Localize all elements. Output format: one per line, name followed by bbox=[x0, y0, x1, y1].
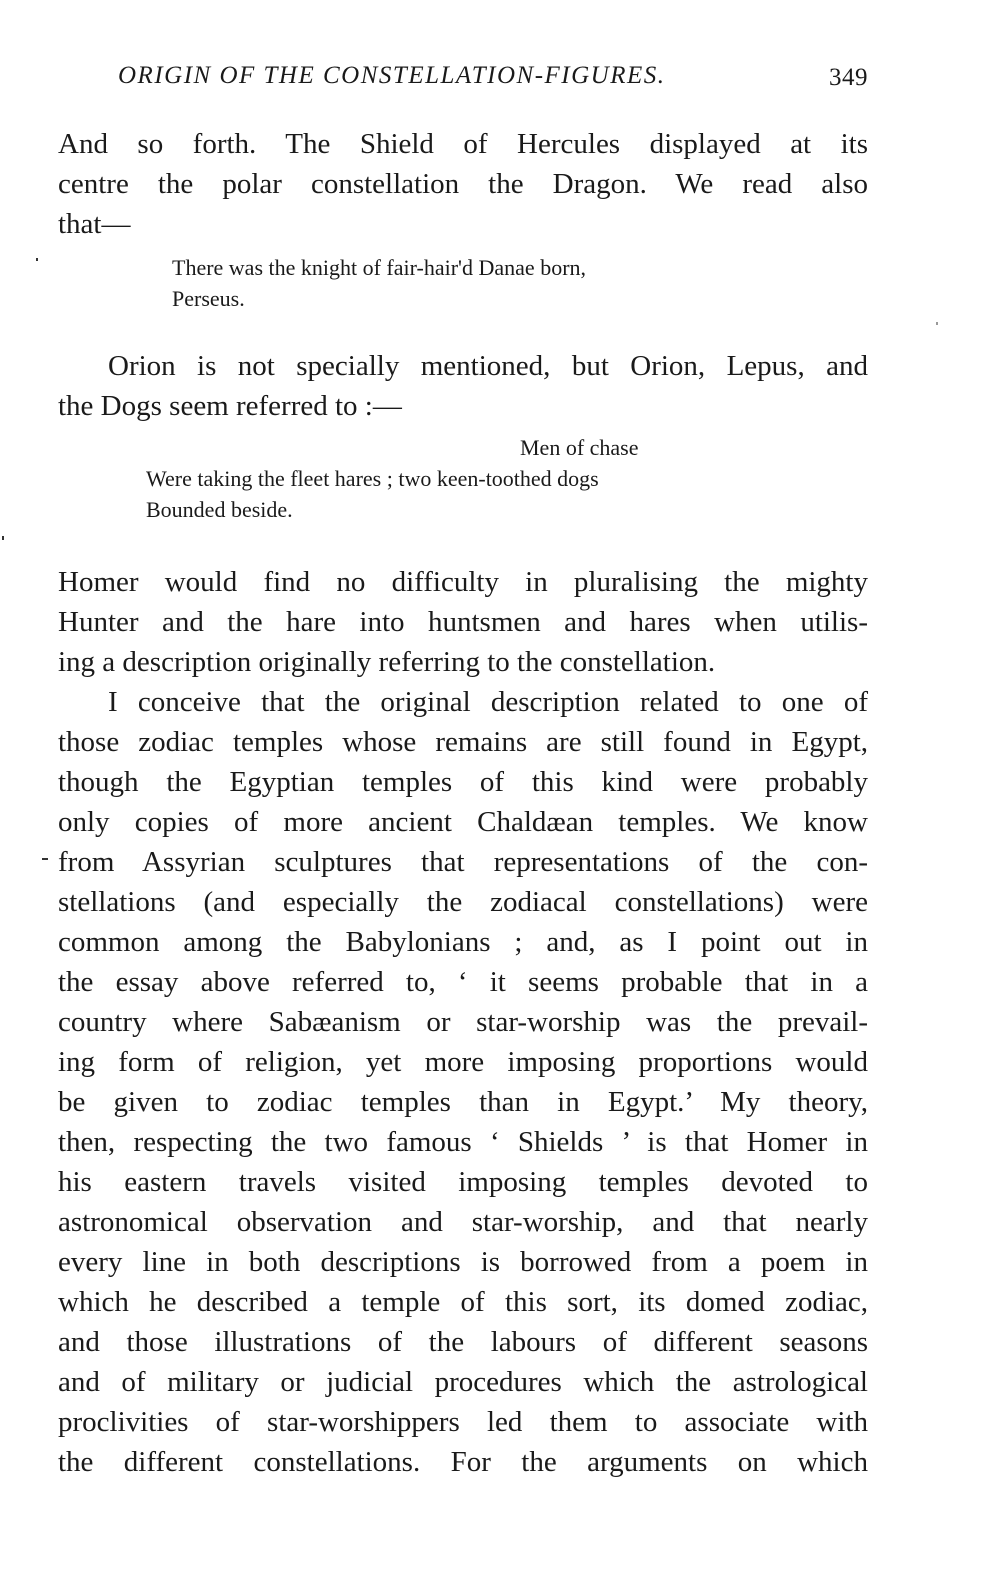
text-line: his eastern travels visited imposing temples devoted to bbox=[58, 1166, 868, 1198]
text-line: astronomical observation and star-worship, and that nearly bbox=[58, 1206, 868, 1238]
running-head-title: ORIGIN OF THE CONSTELLATION-FIGURES. bbox=[118, 62, 666, 89]
verse-quote-1 bbox=[172, 252, 586, 314]
paragraph-1 bbox=[58, 124, 868, 244]
text-line: and those illustrations of the labours of different seasons bbox=[58, 1326, 868, 1358]
verse-line: Were taking the fleet hares ; two keen-toothed dogs bbox=[146, 466, 599, 491]
text-line: Hunter and the hare into huntsmen and hares when utilis- bbox=[58, 606, 868, 638]
text-line: only copies of more ancient Chaldæan temples. We know bbox=[58, 806, 868, 838]
text-line: country where Sabæanism or star-worship was the prevail- bbox=[58, 1006, 868, 1038]
text-line: I conceive that the original description related to one of bbox=[108, 686, 868, 718]
verse-quote-2 bbox=[146, 432, 639, 525]
text-line: proclivities of star-worshippers led them to associate with bbox=[58, 1406, 868, 1438]
verse-line: Bounded beside. bbox=[146, 497, 293, 522]
text-line: And so forth. The Shield of Hercules displayed at its bbox=[58, 128, 868, 160]
paragraph-3 bbox=[58, 562, 868, 682]
verse-line: There was the knight of fair-hair'd Danae born, bbox=[172, 255, 587, 280]
text-line: ing form of religion, yet more imposing proportions would bbox=[58, 1046, 868, 1078]
scan-speck bbox=[42, 858, 48, 860]
scan-speck bbox=[936, 322, 938, 325]
page-number: 349 bbox=[829, 64, 868, 91]
text-line: Homer would find no difficulty in pluralising the mighty bbox=[58, 566, 868, 598]
text-line: the Dogs seem referred to :— bbox=[58, 390, 402, 422]
text-line: the different constellations. For the arguments on which bbox=[58, 1446, 868, 1478]
text-line: stellations (and especially the zodiacal constellations) were bbox=[58, 886, 868, 918]
text-line: be given to zodiac temples than in Egypt.’ My theory, bbox=[58, 1086, 868, 1118]
paragraph-2 bbox=[58, 346, 868, 426]
text-line: Orion is not specially mentioned, but Orion, Lepus, and bbox=[108, 350, 868, 382]
text-line: then, respecting the two famous ‘ Shields ’ is that Homer in bbox=[58, 1126, 868, 1158]
text-line: common among the Babylonians ; and, as I point out in bbox=[58, 926, 868, 958]
paragraph-4 bbox=[58, 682, 868, 1482]
scan-speck bbox=[36, 258, 38, 261]
text-line: every line in both descriptions is borrowed from a poem in bbox=[58, 1246, 868, 1278]
text-line: from Assyrian sculptures that representations of the con- bbox=[58, 846, 868, 878]
text-line: which he described a temple of this sort, its domed zodiac, bbox=[58, 1286, 868, 1318]
text-line: centre the polar constellation the Dragon. We read also bbox=[58, 168, 868, 200]
text-line: the essay above referred to, ‘ it seems probable that in a bbox=[58, 966, 868, 998]
text-line: and of military or judicial procedures which the astrological bbox=[58, 1366, 868, 1398]
running-head bbox=[118, 62, 870, 102]
text-line: those zodiac temples whose remains are still found in Egypt, bbox=[58, 726, 868, 758]
verse-line: Perseus. bbox=[172, 286, 245, 311]
text-line: ing a description originally referring to the constellation. bbox=[58, 646, 716, 678]
scan-speck bbox=[2, 536, 4, 540]
verse-line: Men of chase bbox=[520, 435, 639, 460]
text-line: that— bbox=[58, 208, 131, 240]
text-line: though the Egyptian temples of this kind were probably bbox=[58, 766, 868, 798]
